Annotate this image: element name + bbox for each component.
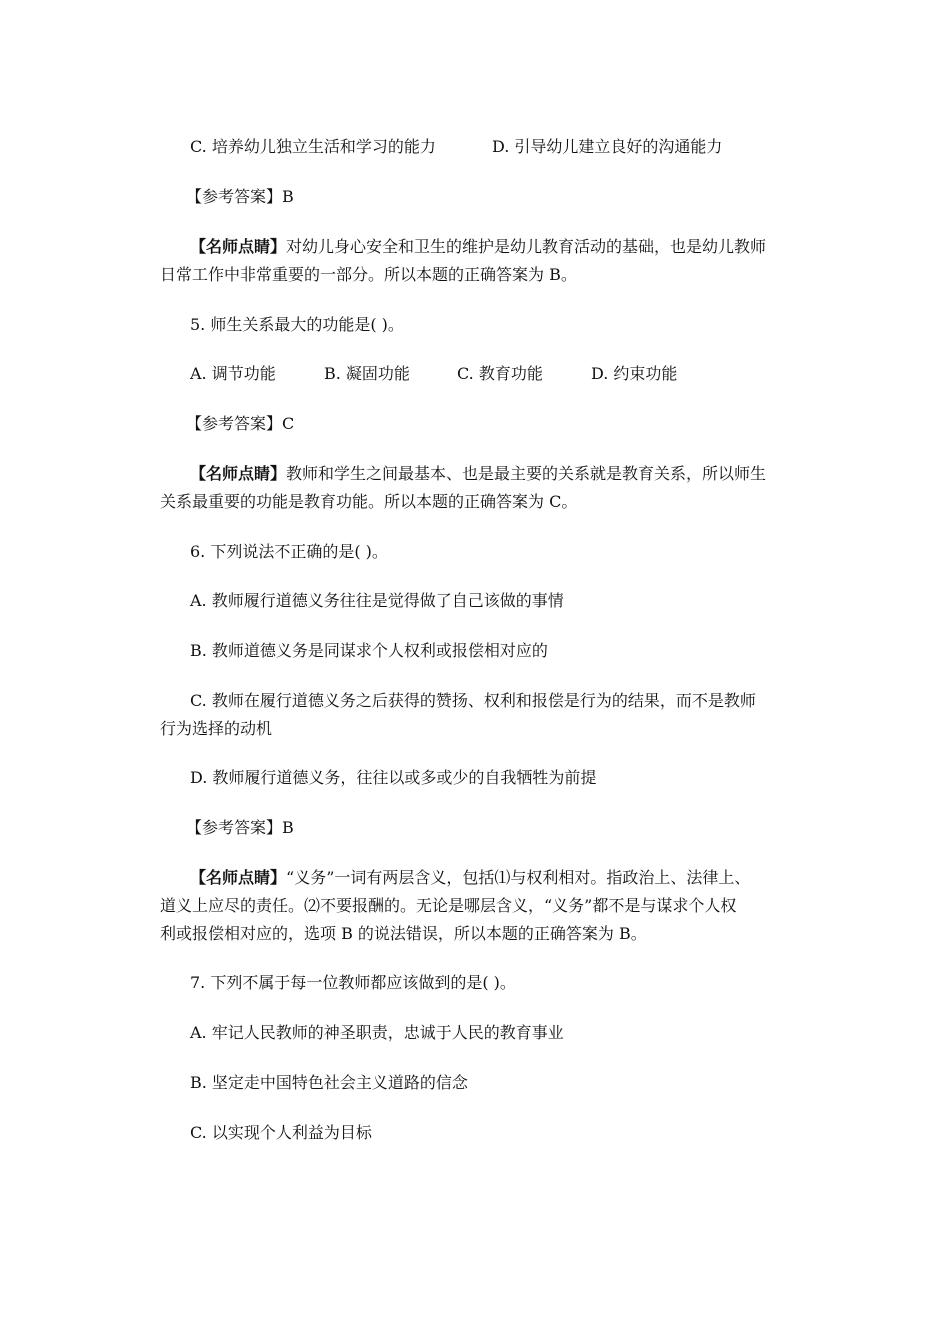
q4-options-row [190,137,722,157]
q6-tip-line2: 道义上应尽的责任。⑵不要报酬的。无论是哪层含义，“义务”都不是与谋求个人权 [160,896,737,915]
q6-option-c [160,687,800,743]
q4-explanation [160,233,800,289]
q4-tip-line1: 对幼儿身心安全和卫生的维护是幼儿教育活动的基础，也是幼儿教师 [286,237,767,256]
q4-option-d: D. 引导幼儿建立良好的沟通能力 [492,137,723,156]
q5-tip-line1: 教师和学生之间最基本、也是最主要的关系就是教育关系，所以师生 [286,464,767,483]
q6-option-c-line2: 行为选择的动机 [160,719,273,738]
q5-tip-line2: 关系最重要的功能是教育功能。所以本题的正确答案为 C。 [160,492,578,511]
q6-option-b: B. 教师道德义务是同谋求个人权利或报偿相对应的 [190,641,548,660]
q4-tip-label: 【名师点睛】 [190,237,287,256]
q7-option-b: B. 坚定走中国特色社会主义道路的信念 [190,1073,468,1092]
q5-option-b: B. 凝固功能 [324,364,410,383]
q6-option-d: D. 教师履行道德义务，往往以或多或少的自我牺牲为前提 [190,768,597,787]
q6-question: 6. 下列说法不正确的是( )。 [190,542,388,561]
q5-option-c: C. 教育功能 [457,364,543,383]
q6-tip-label: 【名师点睛】 [190,868,287,887]
q7-option-c: C. 以实现个人利益为目标 [190,1123,372,1142]
q4-tip-line2: 日常工作中非常重要的一部分。所以本题的正确答案为 B。 [160,265,577,284]
q4-answer: 【参考答案】B [186,187,294,206]
q5-question: 5. 师生关系最大的功能是( )。 [190,315,404,334]
q6-option-c-line1: C. 教师在履行道德义务之后获得的赞扬、权利和报偿是行为的结果，而不是教师 [190,691,756,710]
q6-tip-line3: 利或报偿相对应的，选项 B 的说法错误，所以本题的正确答案为 B。 [160,924,647,943]
q5-explanation [160,460,800,516]
q6-explanation [160,864,800,948]
q5-option-d: D. 约束功能 [591,364,678,383]
q6-option-a: A. 教师履行道德义务往往是觉得做了自己该做的事情 [190,591,564,610]
q6-answer: 【参考答案】B [186,818,294,837]
q4-option-c: C. 培养幼儿独立生活和学习的能力 [190,137,436,156]
q7-question: 7. 下列不属于每一位教师都应该做到的是( )。 [190,973,516,992]
q5-options-row [190,364,677,384]
q5-answer: 【参考答案】C [186,414,295,433]
q6-tip-line1: “义务”一词有两层含义，包括⑴与权利相对。指政治上、法律上、 [286,868,751,887]
q5-option-a: A. 调节功能 [190,364,276,383]
q7-option-a: A. 牢记人民教师的神圣职责，忠诚于人民的教育事业 [190,1023,564,1042]
q5-tip-label: 【名师点睛】 [190,464,287,483]
